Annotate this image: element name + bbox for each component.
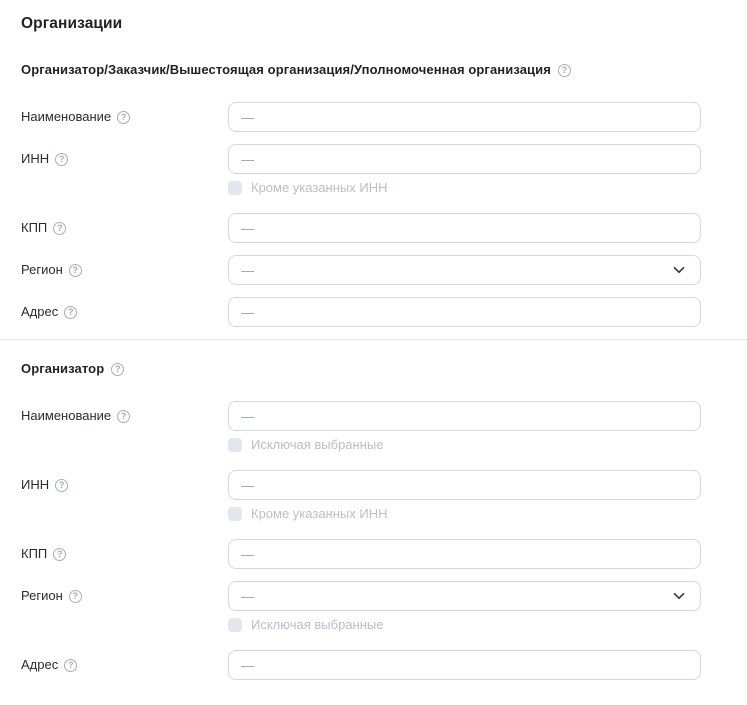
- field-row-inn: [21, 470, 701, 500]
- help-icon[interactable]: ?: [55, 153, 68, 166]
- help-icon[interactable]: ?: [69, 264, 82, 277]
- checkbox-label: Исключая выбранные: [251, 617, 384, 632]
- help-icon[interactable]: ?: [117, 111, 130, 124]
- field-label-col: [21, 144, 228, 167]
- field-row-name: [21, 102, 701, 132]
- help-icon[interactable]: ?: [64, 659, 77, 672]
- s2-inn-input[interactable]: [228, 470, 701, 500]
- field-row-kpp: [21, 213, 701, 243]
- s1-address-input[interactable]: [228, 297, 701, 327]
- field-label-col: [21, 650, 228, 673]
- field-label-col: [21, 470, 228, 493]
- checkbox-icon: [228, 507, 242, 521]
- field-label: ИНН: [21, 151, 50, 166]
- section-title: Организатор: [21, 361, 105, 376]
- section-title: Организатор/Заказчик/Вышестоящая организация/Уполномоченная организация: [21, 62, 551, 77]
- checkbox-label: Исключая выбранные: [251, 437, 384, 452]
- s2-name-input[interactable]: [228, 401, 701, 431]
- help-icon[interactable]: ?: [64, 306, 77, 319]
- s1-inn-exclude-checkbox[interactable]: [228, 180, 701, 196]
- s2-region-exclude-checkbox[interactable]: [228, 617, 701, 633]
- field-label-col: [21, 401, 228, 424]
- chevron-down-icon: [673, 266, 685, 274]
- s1-inn-input[interactable]: [228, 144, 701, 174]
- section-title-row: [21, 62, 701, 78]
- field-label-col: [21, 255, 228, 278]
- help-icon[interactable]: ?: [558, 64, 571, 77]
- section-organizer: [21, 361, 701, 680]
- section-divider: [0, 339, 747, 340]
- field-label-col: [21, 539, 228, 562]
- field-row-address: [21, 650, 701, 680]
- s1-region-select[interactable]: [228, 255, 701, 285]
- field-label: ИНН: [21, 477, 50, 492]
- checkbox-icon: [228, 438, 242, 452]
- help-icon[interactable]: ?: [117, 410, 130, 423]
- field-label-col: [21, 102, 228, 125]
- checkbox-icon: [228, 618, 242, 632]
- chevron-down-icon: [673, 592, 685, 600]
- field-label: Наименование: [21, 408, 112, 423]
- help-icon[interactable]: ?: [111, 363, 124, 376]
- field-row-region: [21, 581, 701, 611]
- s2-address-input[interactable]: [228, 650, 701, 680]
- field-row-region: [21, 255, 701, 285]
- field-row-kpp: [21, 539, 701, 569]
- field-label: Регион: [21, 262, 63, 277]
- field-label: Адрес: [21, 304, 59, 319]
- s1-name-input[interactable]: [228, 102, 701, 132]
- field-row-address: [21, 297, 701, 327]
- field-label: Адрес: [21, 657, 59, 672]
- field-label: КПП: [21, 546, 48, 561]
- field-label-col: [21, 581, 228, 604]
- s2-region-select[interactable]: [228, 581, 701, 611]
- page-title: Организации: [21, 15, 123, 32]
- s1-kpp-input[interactable]: [228, 213, 701, 243]
- select-value: —: [241, 262, 254, 278]
- section-customer-org: [21, 62, 701, 327]
- field-row-inn: [21, 144, 701, 174]
- s2-kpp-input[interactable]: [228, 539, 701, 569]
- field-label-col: [21, 297, 228, 320]
- checkbox-label: Кроме указанных ИНН: [251, 506, 388, 521]
- s2-name-exclude-checkbox[interactable]: [228, 437, 701, 453]
- checkbox-label: Кроме указанных ИНН: [251, 180, 388, 195]
- help-icon[interactable]: ?: [53, 548, 66, 561]
- select-value: —: [241, 588, 254, 604]
- field-label: Регион: [21, 588, 63, 603]
- checkbox-icon: [228, 181, 242, 195]
- section-title-row: [21, 361, 701, 377]
- help-icon[interactable]: ?: [55, 479, 68, 492]
- field-row-name: [21, 401, 701, 431]
- field-label: КПП: [21, 220, 48, 235]
- field-label-col: [21, 213, 228, 236]
- help-icon[interactable]: ?: [53, 222, 66, 235]
- s2-inn-exclude-checkbox[interactable]: [228, 506, 701, 522]
- field-label: Наименование: [21, 109, 112, 124]
- help-icon[interactable]: ?: [69, 590, 82, 603]
